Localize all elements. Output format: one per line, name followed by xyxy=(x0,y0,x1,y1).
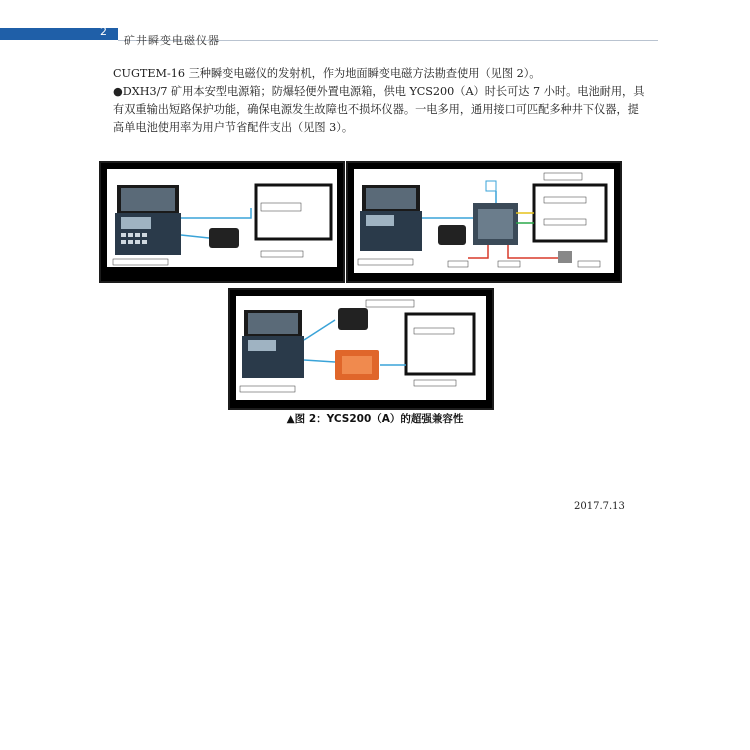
transmitter-screen xyxy=(121,188,175,211)
frame-label xyxy=(414,328,454,334)
device-label xyxy=(113,259,168,265)
wire-red xyxy=(468,245,488,258)
footer-date: 2017.7.13 xyxy=(574,501,625,512)
transmitter-display xyxy=(366,215,394,226)
label-b xyxy=(498,261,520,267)
figure-caption: ▲图 2：YCS200（A）的超强兼容性 xyxy=(286,413,464,425)
panel-1-diagram xyxy=(101,163,343,281)
power-box xyxy=(209,228,239,248)
paragraph-1: CUGTEM-16 三种瞬变电磁仪的发射机，作为地面瞬变电磁方法勘查使用（见图 2）。 xyxy=(113,67,541,80)
top-label xyxy=(366,300,414,307)
panel-3-diagram xyxy=(230,290,492,408)
wire-blue-2 xyxy=(304,360,335,362)
antenna-frame xyxy=(256,185,331,239)
frame-label xyxy=(261,203,301,211)
device-label xyxy=(240,386,295,392)
figure-panel-3 xyxy=(228,288,494,410)
power-box xyxy=(338,308,368,330)
label-c xyxy=(578,261,600,267)
battery-icon xyxy=(558,251,572,263)
wire-blue xyxy=(181,208,251,218)
header-title: 矿井瞬变电磁仪器 xyxy=(124,34,220,47)
device-label xyxy=(358,259,413,265)
frame-label-1 xyxy=(544,197,586,203)
bottom-label xyxy=(261,251,303,257)
wire-blue-2 xyxy=(181,235,209,238)
figure-panel-2 xyxy=(346,161,622,283)
figure-panel-1 xyxy=(99,161,345,283)
orange-box-lid xyxy=(342,356,372,374)
power-box xyxy=(438,225,466,245)
antenna-frame xyxy=(534,185,606,241)
transmitter-screen xyxy=(366,188,416,209)
sensor-icon xyxy=(486,181,496,191)
wire-red-2 xyxy=(508,245,558,258)
top-label xyxy=(544,173,582,180)
paragraph-2: ●DXH3/7 矿用本安型电源箱；防爆轻便外置电源箱，供电 YCS200（A）时长可达 7 小时。电池耐用，具有双重输出短路保护功能，确保电源发生故障也不损坏仪器。一电多用，通用接口可匹配多种井下仪器，提高单电池使用率为用户节省配件支出（见图 3）。 xyxy=(113,85,645,134)
transmitter-display xyxy=(121,217,151,229)
page-number: 2 xyxy=(100,25,107,38)
bottom-label xyxy=(414,380,456,386)
body-text xyxy=(113,65,648,137)
antenna-frame xyxy=(406,314,474,374)
junction-panel xyxy=(478,209,513,239)
label-a xyxy=(448,261,468,267)
transmitter-display xyxy=(248,340,276,351)
wire-blue xyxy=(304,320,335,340)
transmitter-screen xyxy=(248,313,298,334)
frame-label-2 xyxy=(544,219,586,225)
panel-2-diagram xyxy=(348,163,620,281)
